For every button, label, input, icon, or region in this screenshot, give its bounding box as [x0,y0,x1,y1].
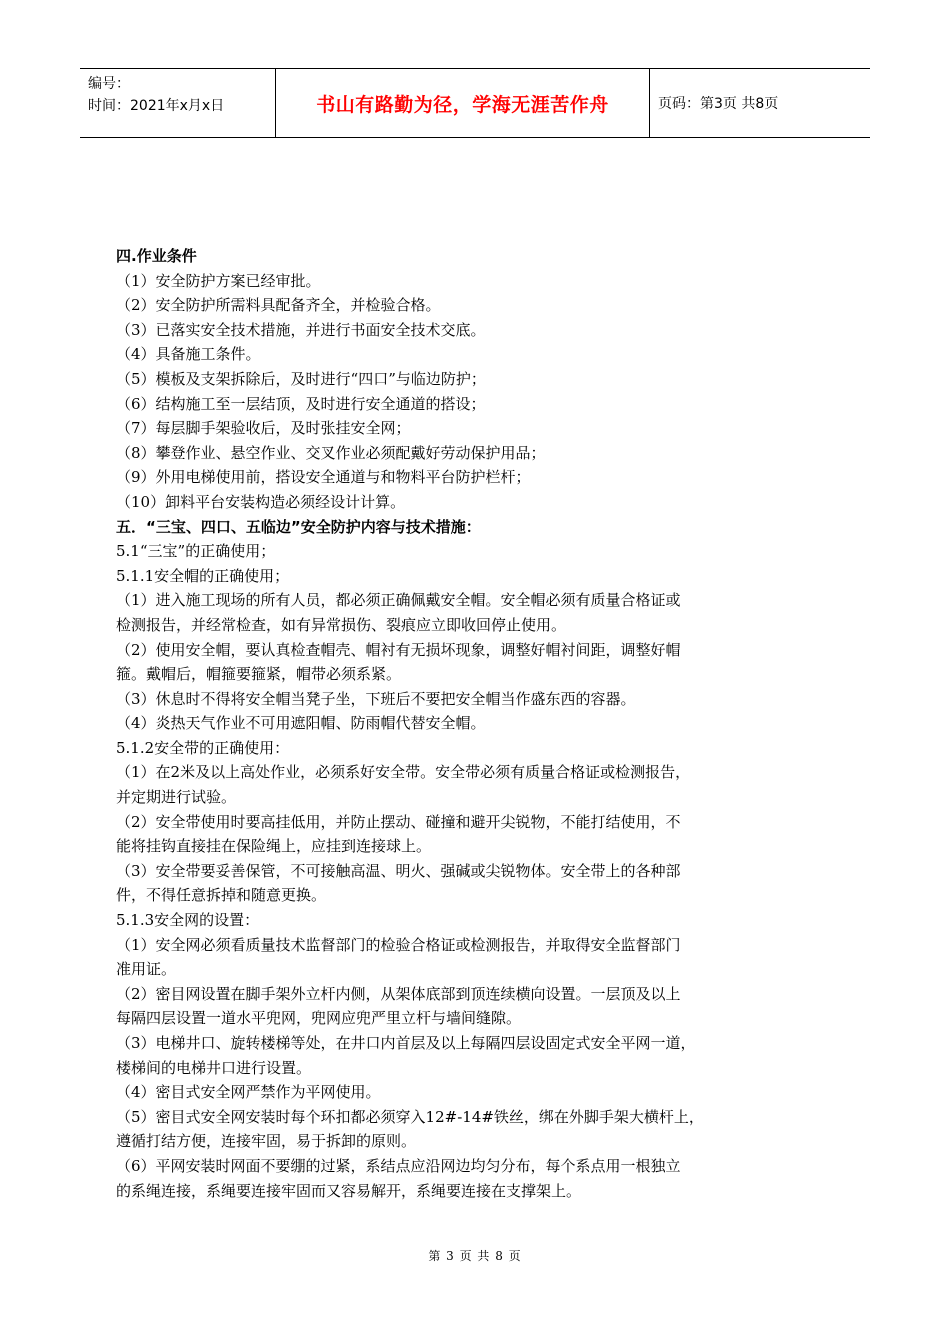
body-line: （1）安全网必须看质量技术监督部门的检验合格证或检测报告，并取得安全监督部门 [116,935,681,954]
page-header [80,68,870,138]
section-heading: 五．“三宝、四口、五临边”安全防护内容与技术措施： [116,517,481,536]
body-line: （6）平网安装时网面不要绷的过紧，系结点应沿网边均匀分布，每个系点用一根独立 [116,1156,681,1175]
section-heading: 四.作业条件 [116,247,197,265]
header-page-info: 页码：第3页 共8页 [658,96,779,112]
body-line: （3）休息时不得将安全帽当凳子坐，下班后不要把安全帽当作盛东西的容器。 [116,689,636,708]
body-line: 的系绳连接，系绳要连接牢固而又容易解开，系绳要连接在支撑架上。 [116,1181,582,1200]
body-line: （8）攀登作业、悬空作业、交叉作业必须配戴好劳动保护用品； [116,443,546,462]
body-line: （5）模板及支架拆除后，及时进行“四口”与临边防护； [116,369,486,388]
body-line: 楼梯间的电梯井口进行设置。 [116,1058,312,1077]
body-line: 5.1.2安全带的正确使用： [116,738,290,757]
header-meta [80,69,276,137]
body-line: 准用证。 [116,960,177,979]
body-line: 能将挂钩直接挂在保险绳上，应挂到连接球上。 [116,837,432,856]
body-line: （7）每层脚手架验收后，及时张挂安全网； [116,419,411,438]
body-line: （6）结构施工至一层结顶，及时进行安全通道的搭设； [116,394,486,413]
body-line: （5）密目式安全网安装时每个环扣都必须穿入12#-14#铁丝，绑在外脚手架大横杆上， [116,1107,704,1126]
body-line: （9）外用电梯使用前，搭设安全通道与和物料平台防护栏杆； [116,468,531,487]
body-line: 5.1“三宝”的正确使用； [116,542,276,561]
header-motto: 书山有路勤为径，学海无涯苦作舟 [276,69,650,137]
body-line: （3）电梯井口、旋转楼梯等处，在井口内首层及以上每隔四层设固定式安全平网一道， [116,1034,696,1052]
body-line: （1）在2米及以上高处作业，必须系好安全带。安全带必须有质量合格证或检测报告， [116,763,691,782]
body-line: 5.1.3安全网的设置： [116,911,260,930]
document-body [116,244,846,1203]
body-line: （10）卸料平台安装构造必须经设计计算。 [116,492,406,511]
body-line: （1）安全防护方案已经审批。 [116,271,321,290]
body-line: （4）具备施工条件。 [116,345,261,364]
body-line: （3）已落实安全技术措施，并进行书面安全技术交底。 [116,320,486,339]
body-line: （4）密目式安全网严禁作为平网使用。 [116,1083,381,1102]
body-line: 遵循打结方便，连接牢固，易于拆卸的原则。 [116,1132,417,1151]
body-line: （2）使用安全帽，要认真检查帽壳、帽衬有无损坏现象，调整好帽衬间距，调整好帽 [116,640,681,659]
body-line: 5.1.1安全帽的正确使用； [116,566,290,585]
body-line: （2）安全防护所需料具配备齐全，并检验合格。 [116,296,441,315]
body-line: 箍。戴帽后，帽箍要箍紧，帽带必须系紧。 [116,665,402,684]
time-label: 时间：2021年x月x日 [88,98,225,114]
body-line: （3）安全带要妥善保管，不可接触高温、明火、强碱或尖锐物体。安全带上的各种部 [116,861,681,880]
body-line: （4）炎热天气作业不可用遮阳帽、防雨帽代替安全帽。 [116,714,486,733]
body-line: 件，不得任意拆掉和随意更换。 [116,886,327,905]
body-line: 每隔四层设置一道水平兜网，兜网应兜严里立杆与墙间缝隙。 [116,1009,522,1028]
body-line: （2）密目网设置在脚手架外立杆内侧，从架体底部到顶连续横向设置。一层顶及以上 [116,984,681,1003]
body-line: 并定期进行试验。 [116,788,237,807]
page-footer: 第 3 页 共 8 页 [428,1249,522,1263]
body-line: 检测报告，并经常检查，如有异常损伤、裂痕应立即收回停止使用。 [116,615,567,634]
code-label: 编号： [88,76,130,92]
body-line: （1）进入施工现场的所有人员，都必须正确佩戴安全帽。安全帽必须有质量合格证或 [116,591,681,610]
body-line: （2）安全带使用时要高挂低用，并防止摆动、碰撞和避开尖锐物，不能打结使用，不 [116,812,681,831]
